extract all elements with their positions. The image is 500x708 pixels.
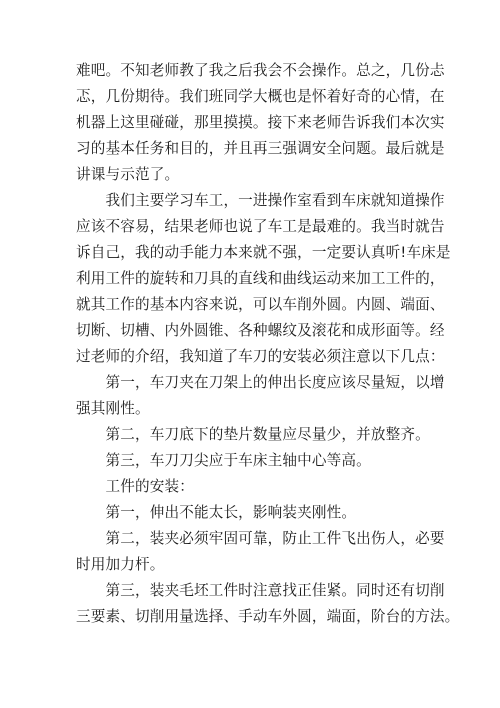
text-line: 应该不容易，结果老师也说了车工是最难的。我当时就告 <box>76 218 445 235</box>
text-line: 第二，装夹必须牢固可靠，防止工件飞出伤人，必要 <box>76 530 445 547</box>
text-line: 就其工作的基本内容来说，可以车削外圆。内圆、端面、 <box>76 296 445 313</box>
text-line: 第二，车刀底下的垫片数量应尽量少，并放整齐。 <box>76 426 430 443</box>
text-line: 诉自己，我的动手能力本来就不强，一定要认真听!车床是 <box>76 244 451 261</box>
text-line: 讲课与示范了。 <box>76 166 180 183</box>
text-line: 第三，车刀刀尖应于车床主轴中心等高。 <box>76 452 371 469</box>
text-line: 我们主要学习车工，一进操作室看到车床就知道操作 <box>76 192 445 209</box>
text-line: 第一，车刀夹在刀架上的伸出长度应该尽量短，以增 <box>76 374 445 391</box>
text-line: 难吧。不知老师教了我之后我会不会操作。总之，几份忐 <box>76 62 445 79</box>
text-line: 工件的安装： <box>76 478 194 495</box>
text-line: 三要素、切削用量选择、手动车外圆，端面，阶台的方法。 <box>76 608 460 625</box>
text-line: 切断、切槽、内外圆锥、各种螺纹及滚花和成形面等。经 <box>76 322 445 339</box>
text-line: 机器上这里碰碰，那里摸摸。接下来老师告诉我们本次实 <box>76 114 445 131</box>
text-line: 过老师的介绍，我知道了车刀的安装必须注意以下几点： <box>76 348 445 365</box>
text-line: 利用工件的旋转和刀具的直线和曲线运动来加工工件的， <box>76 270 445 287</box>
text-line: 时用加力杆。 <box>76 556 165 573</box>
text-line: 忑，几份期待。我们班同学大概也是怀着好奇的心情，在 <box>76 88 445 105</box>
text-line: 强其刚性。 <box>76 400 150 417</box>
text-line: 第一，伸出不能太长，影响装夹刚性。 <box>76 504 357 521</box>
text-line: 第三，装夹毛坯工件时注意找正佳紧。同时还有切削 <box>76 582 445 599</box>
text-line: 习的基本任务和目的，并且再三强调安全问题。最后就是 <box>76 140 445 157</box>
document-body <box>76 58 460 630</box>
